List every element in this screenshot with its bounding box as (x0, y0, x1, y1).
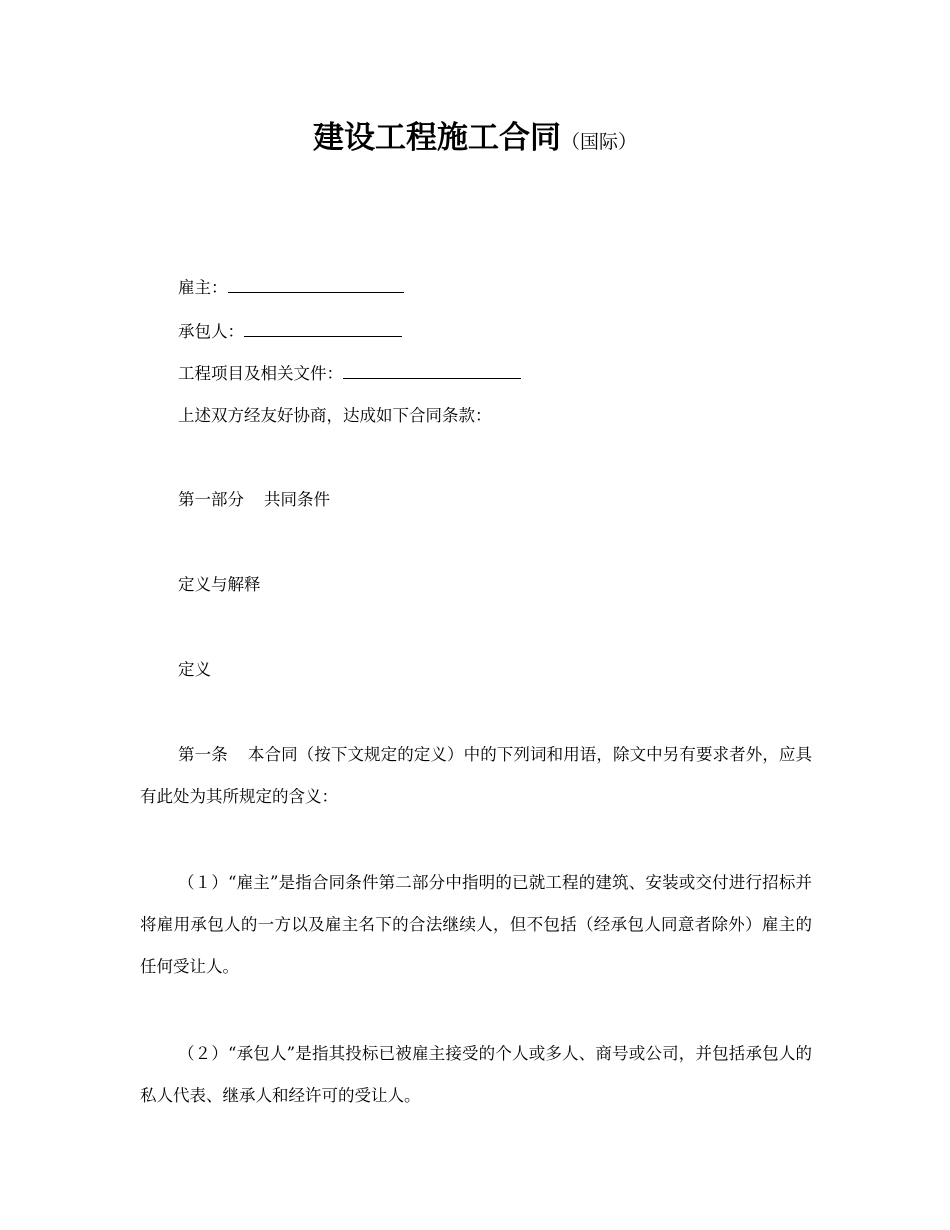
project-field (178, 362, 521, 385)
article-1-paragraph (140, 734, 812, 818)
part-name: 共同条件 (264, 490, 330, 509)
contractor-blank-line (244, 320, 402, 337)
title-subtitle: （国际） (560, 131, 637, 153)
section-heading: 定义与解释 (178, 575, 261, 594)
part-number: 第一部分 (178, 490, 244, 509)
contractor-label: 承包人： (178, 322, 244, 341)
document-title (0, 112, 950, 157)
title-main: 建设工程施工合同 (312, 120, 561, 156)
clause-paragraph: （２）“承包人”是指其投标已被雇主接受的个人或多人、商号或公司，并包括承包人的私人代表、继承人和经许可的受让人。 (140, 1044, 812, 1105)
employer-label: 雇主： (178, 278, 228, 297)
employer-field (178, 276, 404, 299)
part-heading (178, 489, 330, 511)
intro-text: 上述双方经友好协商，达成如下合同条款： (178, 406, 492, 425)
employer-blank-line (228, 276, 404, 293)
subsection-heading: 定义 (178, 660, 211, 679)
article-text: 本合同（按下文规定的定义）中的下列词和用语，除文中另有要求者外，应具有此处为其所规定的含义： (140, 745, 813, 806)
project-blank-line (343, 362, 521, 379)
article-label: 第一条 (178, 745, 228, 764)
project-label: 工程项目及相关文件： (178, 364, 343, 383)
clause-paragraph: （１）“雇主”是指合同条件第二部分中指明的已就工程的建筑、安装或交付进行招标并将雇用承包人的一方以及雇主名下的合法继续人，但不包括（经承包人同意者除外）雇主的任何受让人。 (140, 873, 812, 976)
contractor-field (178, 320, 402, 343)
